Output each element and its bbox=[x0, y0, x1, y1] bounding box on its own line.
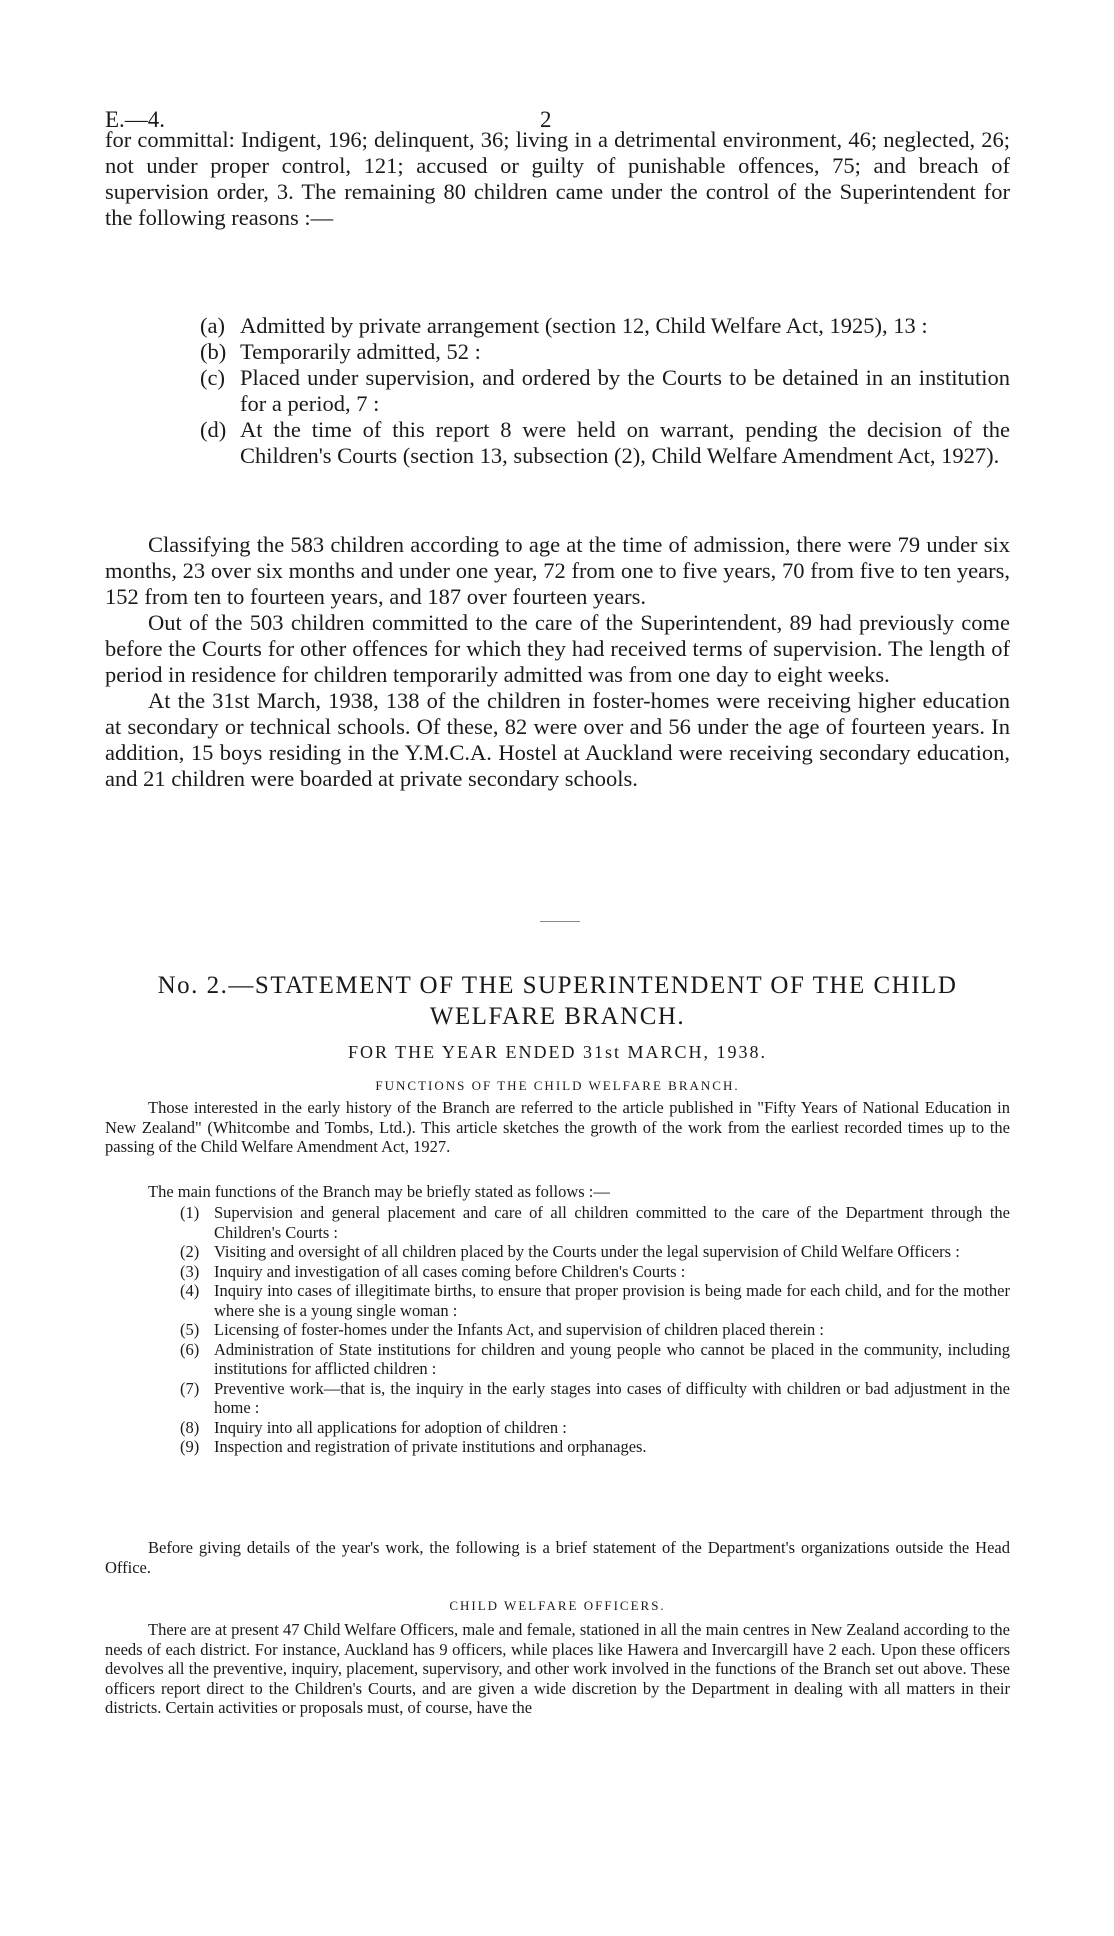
list-item bbox=[200, 313, 1010, 339]
age-classification-paragraph: Classifying the 583 children according to age at the time of admission, there were 79 under six months, 23 over six months and under one year, 72 from one to five years, 70 from five to ten years, 152 from ten to fourteen years, and 187 over fourteen years. bbox=[105, 532, 1010, 609]
list-item bbox=[180, 1340, 1010, 1379]
list-item bbox=[180, 1320, 1010, 1340]
page-number: 2 bbox=[540, 107, 552, 132]
list-item bbox=[180, 1203, 1010, 1242]
list-item bbox=[180, 1437, 1010, 1457]
item-text: Inspection and registration of private institutions and orphanages. bbox=[214, 1437, 647, 1456]
committed-children-paragraph: Out of the 503 children committed to the care of the Superintendent, 89 had previously come before the Courts for other offences for which they had received terms of supervision. The length of period in residence for children temporarily admitted was from one day to eight weeks. bbox=[105, 610, 1010, 687]
item-text: Temporarily admitted, 52 : bbox=[240, 339, 481, 364]
officers-heading: CHILD WELFARE OFFICERS. bbox=[449, 1598, 666, 1613]
item-text: Inquiry into all applications for adoption of children : bbox=[214, 1417, 567, 1437]
item-label: (1) bbox=[180, 1203, 200, 1222]
item-text: Admitted by private arrangement (section 12, Child Welfare Act, 1925), 13 : bbox=[240, 313, 928, 338]
item-label: (5) bbox=[180, 1320, 200, 1339]
higher-education-paragraph: At the 31st March, 1938, 138 of the children in foster-homes were receiving higher education at secondary or technical schools. Of these, 82 were over and 56 under the age of fourteen years. In addition, 15 boys residing in the Y.M.C.A. Hostel at Auckland were receiving secondary education, and 21 children were boarded at private secondary schools. bbox=[105, 688, 1010, 791]
item-label: (c) bbox=[200, 365, 225, 390]
item-label: (4) bbox=[180, 1281, 200, 1300]
functions-list bbox=[180, 1203, 1010, 1457]
functions-heading: FUNCTIONS OF THE CHILD WELFARE BRANCH. bbox=[375, 1078, 740, 1093]
body-paragraphs bbox=[105, 532, 1010, 792]
item-label: (2) bbox=[180, 1242, 200, 1261]
history-block bbox=[105, 1098, 1010, 1157]
officers-paragraph: There are at present 47 Child Welfare Officers, male and female, stationed in all the main centres in New Zealand according to the needs of each district. For instance, Auckland has 9 officers, while places like Hawera and Invercargill have 2 each. Upon these officers devolves all the preventive, inquiry, placement, supervisory, and other work involved in the functions of the Branch set out above. These officers report direct to the Children's Courts, and are given a wide discretion by the Department in dealing with all matters in their districts. Certain activities or proposals must, of course, have the bbox=[105, 1620, 1010, 1717]
statement-title: No. 2.—STATEMENT OF THE SUPERINTENDENT OF THE CHILD WELFARE BRANCH. bbox=[157, 972, 958, 1030]
item-text: Inquiry and investigation of all cases coming before Children's Courts : bbox=[214, 1261, 686, 1281]
item-label: (b) bbox=[200, 339, 227, 364]
report-code: E.—4. bbox=[105, 107, 166, 132]
item-label: (7) bbox=[180, 1378, 200, 1398]
admission-reasons-list bbox=[200, 313, 1010, 469]
history-paragraph: Those interested in the early history of the Branch are referred to the article published in "Fifty Years of National Education in New Zealand" (Whitcombe and Tombs, Ltd.). This article sketches the growth of the work from the earliest recorded times up to the passing of the Child Welfare Amendment Act, 1927. bbox=[105, 1098, 1010, 1156]
item-text: Placed under supervision, and ordered by the Courts to be detained in an institution for a period, 7 : bbox=[240, 365, 1010, 416]
item-text: Inquiry into cases of illegitimate births, to ensure that proper provision is being made for each child, and for the mother where she is a young single woman : bbox=[214, 1281, 1010, 1320]
before-block bbox=[105, 1538, 1010, 1577]
officers-block bbox=[105, 1620, 1010, 1718]
main-functions-intro bbox=[105, 1182, 1010, 1202]
list-item bbox=[200, 417, 1010, 469]
item-text: Supervision and general placement and care of all children committed to the care of the Department through the Children's Courts : bbox=[214, 1203, 1010, 1242]
item-label: (8) bbox=[180, 1417, 200, 1437]
list-item bbox=[200, 339, 1010, 365]
item-text: Visiting and oversight of all children placed by the Courts under the legal supervision of Child Welfare Officers : bbox=[214, 1242, 960, 1261]
item-text: Licensing of foster-homes under the Infants Act, and supervision of children placed therein : bbox=[214, 1320, 824, 1339]
item-text: At the time of this report 8 were held on warrant, pending the decision of the Children's Courts (section 13, subsection (2), Child Welfare Amendment Act, 1927). bbox=[240, 417, 1010, 468]
item-label: (d) bbox=[200, 417, 227, 442]
list-item bbox=[200, 365, 1010, 417]
item-label: (3) bbox=[180, 1261, 200, 1281]
item-text: Administration of State institutions for children and young people who cannot be placed in the community, including institutions for afflicted children : bbox=[214, 1339, 1010, 1378]
item-label: (9) bbox=[180, 1437, 200, 1456]
list-item bbox=[180, 1242, 1010, 1262]
list-item bbox=[180, 1418, 1010, 1438]
before-paragraph: Before giving details of the year's work, the following is a brief statement of the Department's organizations outside the Head Office. bbox=[105, 1538, 1010, 1577]
item-label: (a) bbox=[200, 313, 225, 338]
list-item bbox=[180, 1262, 1010, 1282]
item-text: Preventive work—that is, the inquiry in the early stages into cases of difficulty with children or bad adjustment in the home : bbox=[214, 1378, 1010, 1417]
item-label: (6) bbox=[180, 1339, 200, 1359]
list-item bbox=[180, 1281, 1010, 1320]
committal-paragraph: for committal: Indigent, 196; delinquent, 36; living in a detrimental environment, 46; neglected, 26; not under proper control, 121; accused or guilty of punishable offences, 75; and breach of supervision order, 3. The remaining 80 children came under the control of the Superintendent for the following reasons :— bbox=[105, 127, 1010, 230]
list-item bbox=[180, 1379, 1010, 1418]
intro-paragraph bbox=[105, 127, 1010, 231]
section-divider bbox=[540, 921, 580, 922]
main-functions-paragraph: The main functions of the Branch may be briefly stated as follows :— bbox=[148, 1182, 610, 1201]
statement-subtitle: FOR THE YEAR ENDED 31st MARCH, 1938. bbox=[347, 1042, 768, 1062]
